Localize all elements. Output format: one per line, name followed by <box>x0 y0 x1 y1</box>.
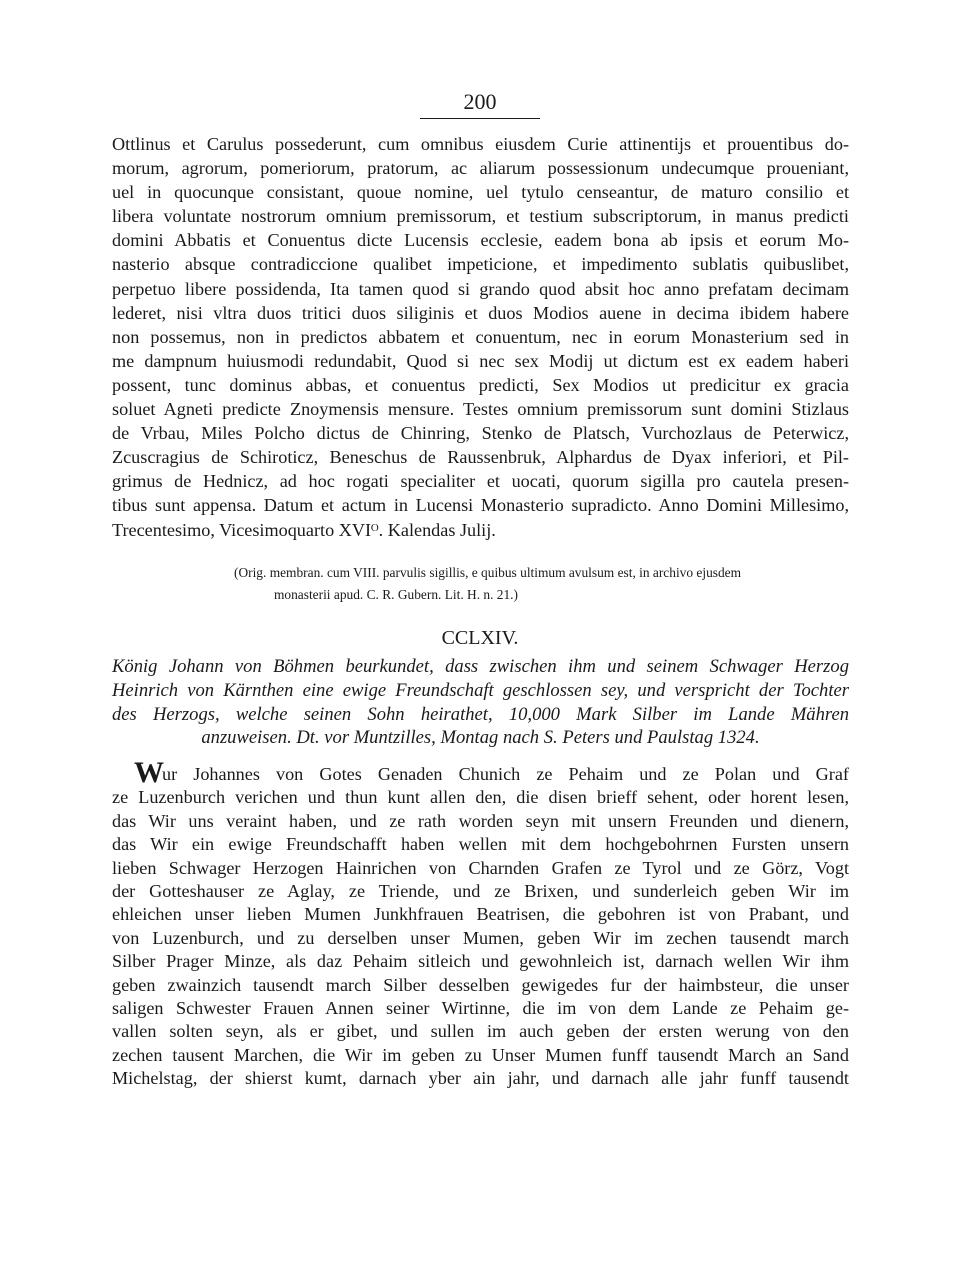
text-line: lederet, nisi vltra duos tritici duos siliginis et duos Modios auene in decima ibidem habere <box>112 302 849 323</box>
drop-cap-initial: W <box>134 756 162 789</box>
text-line: Ottlinus et Carulus possederunt, cum omnibus eiusdem Curie attinentijs et prouentibus do- <box>112 134 849 154</box>
text-line: non possemus, non in predictos abbatem et conuentum, nec in eorum Monasterium sed in <box>112 326 849 347</box>
text-line: domini Abbatis et Conuentus dicte Lucensis ecclesie, eadem bona ab ipsis et eorum Mo- <box>112 230 849 251</box>
text-line: possent, tunc dominus abbas, et conuentus predicti, Sex Modios ut predicitur ex gracia <box>112 374 849 395</box>
german-charter-paragraph <box>112 756 849 1091</box>
source-note-line: monasterii apud. C. R. Gubern. Lit. H. n. 21.) <box>274 587 518 602</box>
source-note-line: (Orig. membran. cum VIII. parvulis sigillis, e quibus ultimum avulsum est, in archivo ejusdem <box>234 565 742 580</box>
text-line: Trecentesimo, Vicesimoquarto XVIᴼ. Kalendas Julij. <box>112 519 496 540</box>
source-note <box>112 562 849 606</box>
text-line: nasterio absque contradiccione qualibet impeticione, et impedimento sublatis quibuslibet, <box>112 254 849 275</box>
text-line: lieben Schwager Herzogen Hainrichen von Charnden Grafen ze Tyrol und ze Görz, Vogt <box>112 857 849 878</box>
text-line: das Wir ein ewige Freundschafft haben wellen mit dem hochgebohrnen Fursten unsern <box>112 834 849 855</box>
summary-line: König Johann von Böhmen beurkundet, dass zwischen ihm und seinem Schwager Herzog <box>112 656 849 677</box>
text-line: me dampnum huiusmodi redundabit, Quod si nec sex Modij ut dictum est ex eadem haberi <box>112 350 849 371</box>
document-summary <box>112 655 849 750</box>
text-line: das Wir uns veraint haben, und ze rath worden seyn mit unsern Freunden und dienern, <box>112 810 849 831</box>
text-line: der Gotteshauser ze Aglay, ze Triende, und ze Brixen, und sunderleich geben Wir im <box>112 881 849 902</box>
text-line: Michelstag, der shierst kumt, darnach yber ain jahr, und darnach alle jahr funff tausendt <box>112 1068 849 1089</box>
summary-line: anzuweisen. Dt. vor Muntzilles, Montag nach S. Peters und Paulstag 1324. <box>201 727 760 749</box>
text-line: Zcuscragius de Schiroticz, Beneschus de Raussenbruk, Alphardus de Dyax inferiori, et Pil- <box>112 447 849 468</box>
first-line-text: ur Johannes von Gotes Genaden Chunich ze Pehaim und ze Polan und Graf <box>162 764 849 784</box>
text-line: libera voluntate nostrorum omnium premissorum, et testium subscriptorum, in manus predicti <box>112 206 849 227</box>
text-line: soluet Agneti predicte Znoymensis mensure. Testes omnium premissorum sunt domini Stizlaus <box>112 399 849 420</box>
summary-line: Heinrich von Kärnthen eine ewige Freundschaft geschlossen sey, und verspricht der Tochter <box>112 679 849 701</box>
text-line: grimus de Hednicz, ad hoc rogati specialiter et uocati, quorum sigilla pro cautela presen- <box>112 471 849 492</box>
text-line: geben zwainzich tausendt march Silber desselben gewigedes fur der haimbsteur, die unser <box>112 974 849 995</box>
text-line: uel in quocunque consistant, quoue nomine, uel tytulo censeantur, de maturo consilio et <box>112 182 849 203</box>
text-line: Silber Prager Minze, als daz Pehaim sitleich und gewohnleich ist, darnach wellen Wir ihm <box>112 951 849 972</box>
text-line: de Vrbau, Miles Polcho dictus de Chinring, Stenko de Platsch, Vurchozlaus de Peterwicz, <box>112 423 849 444</box>
text-line: morum, agrorum, pomeriorum, pratorum, ac aliarum possessionum undecumque proueniant, <box>112 158 849 179</box>
text-line: tibus sunt appensa. Datum et actum in Lucensi Monasterio supradicto. Anno Domini Millesimo, <box>112 495 849 516</box>
summary-line: des Herzogs, welche seinen Sohn heirathet, 10,000 Mark Silber im Lande Mähren <box>112 703 849 725</box>
document-number: CCLXIV. <box>441 627 519 649</box>
latin-charter-paragraph <box>112 132 849 542</box>
text-line: ze Luzenburch verichen und thun kunt allen den, die disen brieff sehent, oder horent lesen, <box>112 787 849 808</box>
page-number: 200 <box>463 89 497 114</box>
text-line: ehleichen unser lieben Mumen Junkhfrauen Beatrisen, die gebohren ist von Prabant, und <box>112 904 849 925</box>
text-line <box>112 756 849 789</box>
text-line: saligen Schwester Frauen Annen seiner Wirtinne, die im von dem Lande ze Pehaim ge- <box>112 998 849 1019</box>
text-line: von Luzenburch, und zu derselben unser Mumen, geben Wir im zechen tausendt march <box>112 927 849 948</box>
text-line: zechen tausent Marchen, die Wir im geben zu Unser Mumen funff tausendt March an Sand <box>112 1044 849 1065</box>
text-line: vallen solten seyn, als er gibet, und sullen im auch geben der ersten werung von den <box>112 1021 849 1042</box>
page-number-rule <box>420 118 540 119</box>
text-line: perpetuo libere possidenda, Ita tamen quod si grando quod absit hoc anno prefatam decimam <box>112 278 849 299</box>
